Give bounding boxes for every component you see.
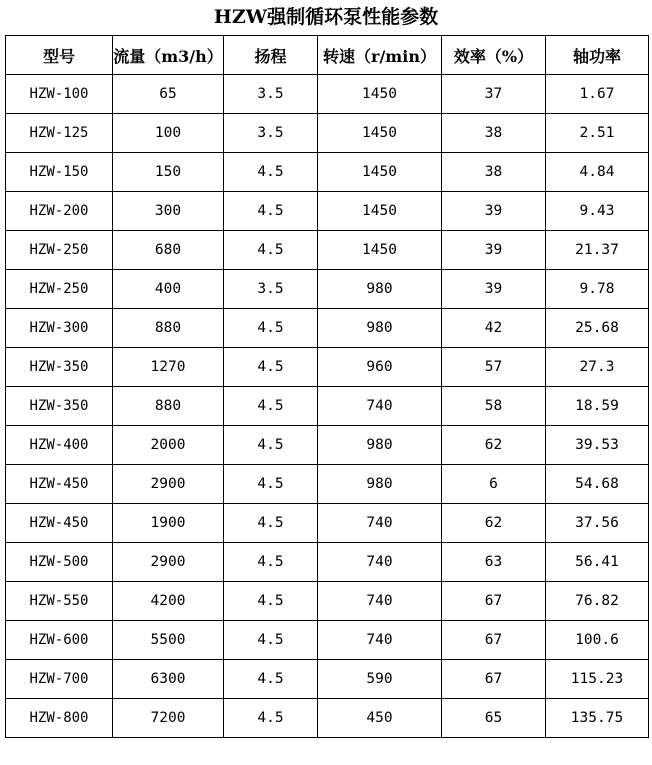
cell-speed: 980 [318, 309, 442, 348]
cell-model: HZW-350 [6, 387, 113, 426]
cell-efficiency: 58 [442, 387, 546, 426]
cell-efficiency: 39 [442, 192, 546, 231]
cell-head: 3.5 [224, 114, 318, 153]
cell-head: 4.5 [224, 699, 318, 738]
cell-head: 4.5 [224, 387, 318, 426]
cell-speed: 1450 [318, 231, 442, 270]
table-row [6, 699, 649, 738]
table-row [6, 348, 649, 387]
cell-shaft-power: 21.37 [546, 231, 649, 270]
cell-shaft-power: 37.56 [546, 504, 649, 543]
table-row [6, 270, 649, 309]
cell-head: 4.5 [224, 621, 318, 660]
cell-speed: 980 [318, 465, 442, 504]
cell-shaft-power: 18.59 [546, 387, 649, 426]
header-model: 型号 [6, 36, 113, 75]
cell-efficiency: 6 [442, 465, 546, 504]
cell-speed: 980 [318, 270, 442, 309]
table-row [6, 543, 649, 582]
cell-model: HZW-100 [6, 75, 113, 114]
cell-flow: 400 [113, 270, 224, 309]
cell-head: 3.5 [224, 270, 318, 309]
cell-flow: 65 [113, 75, 224, 114]
cell-efficiency: 67 [442, 582, 546, 621]
table-row [6, 465, 649, 504]
cell-efficiency: 39 [442, 270, 546, 309]
table-row [6, 621, 649, 660]
cell-model: HZW-250 [6, 231, 113, 270]
cell-model: HZW-450 [6, 504, 113, 543]
cell-speed: 1450 [318, 114, 442, 153]
table-row [6, 582, 649, 621]
cell-head: 4.5 [224, 153, 318, 192]
table-row [6, 192, 649, 231]
header-flow: 流量（m3/h） [113, 36, 224, 75]
cell-flow: 680 [113, 231, 224, 270]
cell-efficiency: 39 [442, 231, 546, 270]
cell-shaft-power: 135.75 [546, 699, 649, 738]
cell-head: 4.5 [224, 192, 318, 231]
table-row [6, 504, 649, 543]
table-row [6, 660, 649, 699]
cell-efficiency: 38 [442, 114, 546, 153]
cell-efficiency: 38 [442, 153, 546, 192]
pump-spec-table [5, 35, 649, 738]
cell-model: HZW-600 [6, 621, 113, 660]
cell-model: HZW-250 [6, 270, 113, 309]
cell-shaft-power: 76.82 [546, 582, 649, 621]
cell-model: HZW-200 [6, 192, 113, 231]
cell-speed: 1450 [318, 192, 442, 231]
cell-head: 4.5 [224, 309, 318, 348]
cell-head: 4.5 [224, 348, 318, 387]
cell-head: 4.5 [224, 231, 318, 270]
table-row [6, 75, 649, 114]
cell-head: 4.5 [224, 426, 318, 465]
cell-speed: 980 [318, 426, 442, 465]
cell-head: 4.5 [224, 582, 318, 621]
header-efficiency: 效率（%） [442, 36, 546, 75]
cell-speed: 1450 [318, 153, 442, 192]
cell-model: HZW-400 [6, 426, 113, 465]
table-title: HZW强制循环泵性能参数 [213, 6, 439, 28]
table-row [6, 309, 649, 348]
cell-speed: 740 [318, 504, 442, 543]
cell-flow: 150 [113, 153, 224, 192]
cell-shaft-power: 115.23 [546, 660, 649, 699]
cell-shaft-power: 4.84 [546, 153, 649, 192]
cell-head: 4.5 [224, 660, 318, 699]
cell-model: HZW-550 [6, 582, 113, 621]
table-row [6, 153, 649, 192]
cell-shaft-power: 2.51 [546, 114, 649, 153]
cell-head: 4.5 [224, 465, 318, 504]
cell-shaft-power: 1.67 [546, 75, 649, 114]
cell-speed: 960 [318, 348, 442, 387]
cell-efficiency: 57 [442, 348, 546, 387]
header-shaft-power: 轴功率 [546, 36, 649, 75]
cell-model: HZW-300 [6, 309, 113, 348]
cell-flow: 880 [113, 387, 224, 426]
cell-shaft-power: 100.6 [546, 621, 649, 660]
cell-flow: 2000 [113, 426, 224, 465]
cell-shaft-power: 54.68 [546, 465, 649, 504]
cell-flow: 7200 [113, 699, 224, 738]
cell-flow: 2900 [113, 543, 224, 582]
cell-speed: 740 [318, 543, 442, 582]
cell-efficiency: 67 [442, 660, 546, 699]
cell-head: 4.5 [224, 543, 318, 582]
cell-efficiency: 37 [442, 75, 546, 114]
header-head: 扬程 [224, 36, 318, 75]
cell-shaft-power: 9.78 [546, 270, 649, 309]
cell-model: HZW-350 [6, 348, 113, 387]
cell-model: HZW-700 [6, 660, 113, 699]
cell-efficiency: 62 [442, 426, 546, 465]
cell-shaft-power: 25.68 [546, 309, 649, 348]
table-row [6, 114, 649, 153]
cell-efficiency: 42 [442, 309, 546, 348]
table-row [6, 387, 649, 426]
cell-flow: 6300 [113, 660, 224, 699]
cell-model: HZW-150 [6, 153, 113, 192]
cell-shaft-power: 9.43 [546, 192, 649, 231]
cell-efficiency: 67 [442, 621, 546, 660]
cell-flow: 300 [113, 192, 224, 231]
cell-model: HZW-125 [6, 114, 113, 153]
cell-model: HZW-500 [6, 543, 113, 582]
cell-flow: 5500 [113, 621, 224, 660]
header-speed: 转速（r/min） [318, 36, 442, 75]
cell-efficiency: 63 [442, 543, 546, 582]
cell-head: 4.5 [224, 504, 318, 543]
cell-model: HZW-450 [6, 465, 113, 504]
cell-speed: 740 [318, 387, 442, 426]
cell-flow: 4200 [113, 582, 224, 621]
cell-flow: 1900 [113, 504, 224, 543]
cell-efficiency: 65 [442, 699, 546, 738]
cell-speed: 450 [318, 699, 442, 738]
cell-flow: 1270 [113, 348, 224, 387]
cell-model: HZW-800 [6, 699, 113, 738]
header-row [6, 36, 649, 75]
cell-speed: 1450 [318, 75, 442, 114]
cell-speed: 740 [318, 582, 442, 621]
table-row [6, 426, 649, 465]
cell-flow: 100 [113, 114, 224, 153]
cell-flow: 2900 [113, 465, 224, 504]
cell-speed: 740 [318, 621, 442, 660]
cell-shaft-power: 39.53 [546, 426, 649, 465]
cell-head: 3.5 [224, 75, 318, 114]
cell-speed: 590 [318, 660, 442, 699]
table-row [6, 231, 649, 270]
cell-shaft-power: 56.41 [546, 543, 649, 582]
cell-flow: 880 [113, 309, 224, 348]
cell-shaft-power: 27.3 [546, 348, 649, 387]
cell-efficiency: 62 [442, 504, 546, 543]
